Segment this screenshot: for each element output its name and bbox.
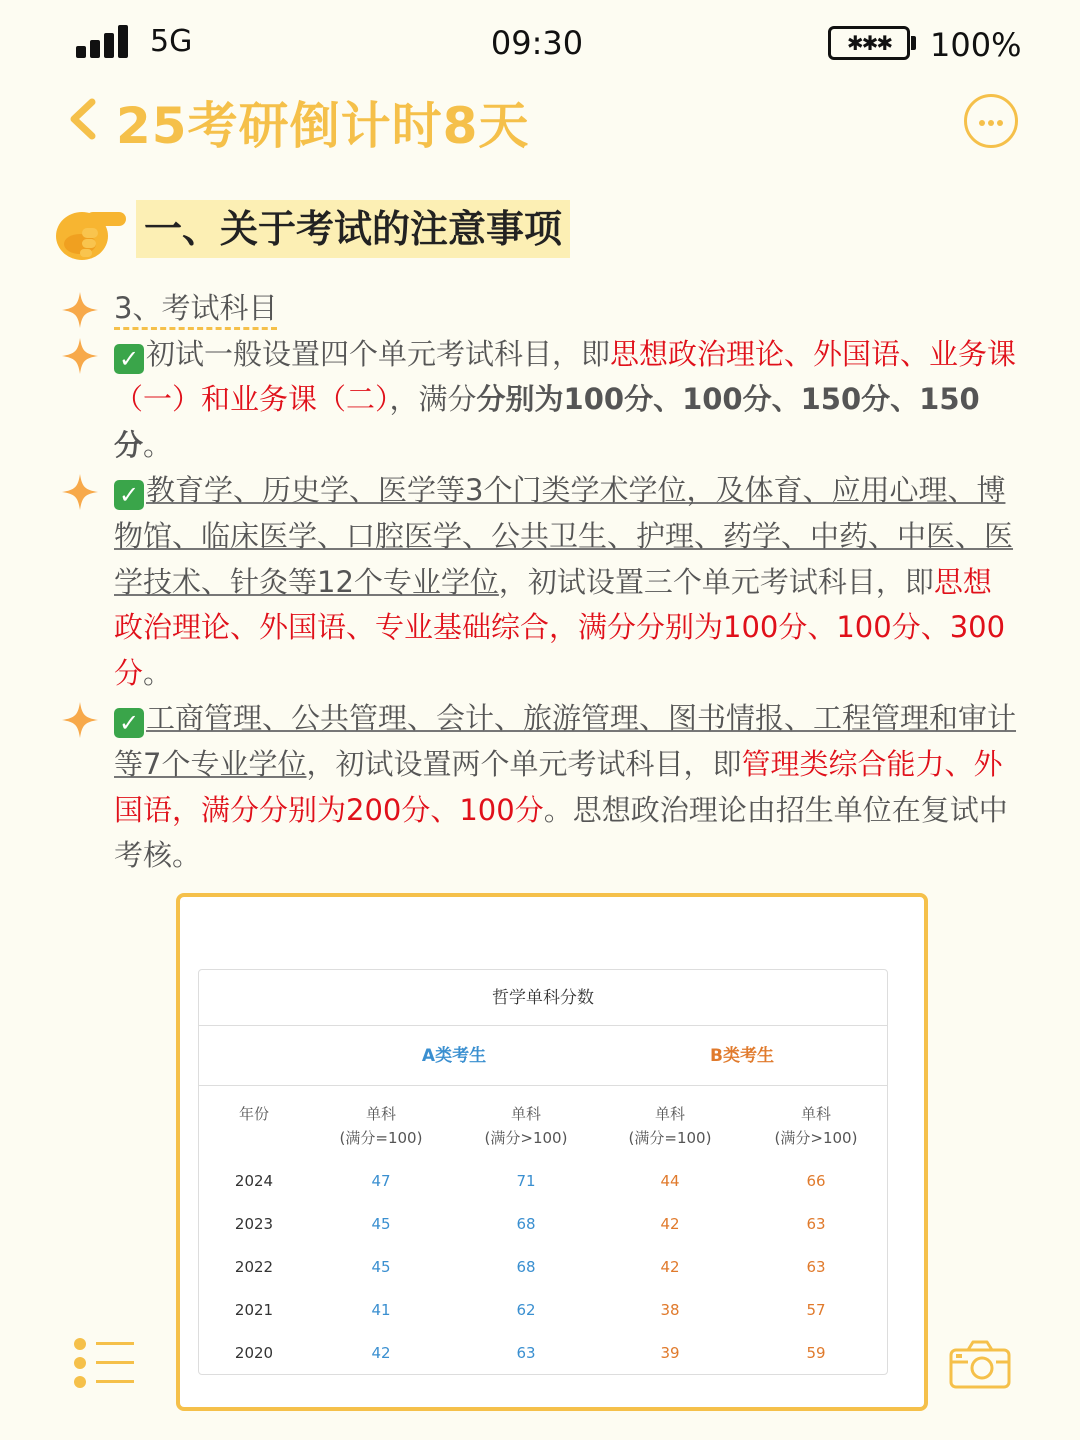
cell-a2: 63: [516, 1344, 536, 1362]
table-row: [199, 1203, 887, 1246]
header-line: 单科: [654, 1105, 685, 1123]
text: ，初试设置三个单元考试科目，即: [498, 564, 934, 599]
cell-a2: 68: [516, 1258, 536, 1276]
text: 初试一般设置四个单元考试科目，即: [146, 336, 611, 371]
cell-a1: 45: [371, 1215, 391, 1233]
header-a-single-over-100: [453, 1102, 599, 1150]
header-b-single-100: [597, 1102, 743, 1150]
cell-year: 2023: [234, 1215, 274, 1233]
list-item: [60, 332, 1020, 469]
cell-a1: 47: [371, 1172, 391, 1190]
cell-a2: 68: [516, 1215, 536, 1233]
header-line: 单科: [510, 1105, 541, 1123]
header-line: (满分=100): [628, 1129, 712, 1147]
sparkle-icon: [62, 292, 98, 328]
check-icon: ✓: [114, 344, 144, 374]
underlined-text: 工商管理、公共管理、会计、旅游管理、图书情报、工程管理和审计等7个专业学位: [114, 701, 1017, 781]
list-icon[interactable]: [74, 1336, 134, 1390]
camera-icon[interactable]: [948, 1338, 1012, 1390]
bold-text: 分别为100分、100分、150分、150分: [114, 382, 980, 462]
header-a-single-100: [309, 1102, 453, 1150]
table-row: [199, 1332, 887, 1375]
section-title: 一、关于考试的注意事项: [136, 200, 570, 258]
nav-bar: [0, 80, 1080, 160]
header-line: (满分>100): [484, 1129, 568, 1147]
cell-a1: 42: [371, 1344, 391, 1362]
text: 。: [143, 655, 173, 690]
table-row: [199, 1246, 887, 1289]
header-line: 单科: [365, 1105, 396, 1123]
underlined-text: 教育学、历史学、医学等3个门类学术学位，及体育、应用心理、博物馆、临床医学、口腔医学、公共卫生、护理、药学、中药、中医、医学技术、针灸等12个专业学位: [114, 473, 1014, 599]
highlight-text: 思想政治理论、外国语、业务课（一）和业务课（二）: [114, 336, 1017, 417]
score-table-card: [176, 893, 928, 1411]
cell-a2: 62: [516, 1301, 536, 1319]
cell-b1: 39: [660, 1344, 680, 1362]
text: ，初试设置两个单元考试科目，即: [306, 746, 742, 781]
cell-b1: 42: [660, 1215, 680, 1233]
cell-b2: 66: [806, 1172, 826, 1190]
subject-heading: 3、考试科目: [114, 291, 277, 330]
cell-b2: 63: [806, 1258, 826, 1276]
sparkle-icon: [62, 338, 98, 374]
network-type: 5G: [150, 24, 193, 59]
content: [60, 286, 1020, 879]
list-item: [60, 468, 1020, 696]
check-icon: ✓: [114, 480, 144, 510]
back-chevron-icon[interactable]: [62, 94, 102, 144]
cell-a1: 41: [371, 1301, 391, 1319]
status-time: 09:30: [490, 24, 584, 62]
battery-cap: [911, 36, 916, 50]
status-bar: [0, 20, 1080, 68]
cell-b2: 63: [806, 1215, 826, 1233]
table-title: 哲学单科分数: [199, 970, 887, 1026]
cell-b1: 38: [660, 1301, 680, 1319]
header-year: 年份: [238, 1105, 269, 1123]
page-title: 25考研倒计时8天: [116, 97, 530, 155]
text: 。思想政治理论由招生单位在复试中考核。: [114, 792, 1008, 873]
cell-year: 2024: [234, 1172, 274, 1190]
highlight-text: 管理类综合能力、外国语，满分分别为200分、100分: [114, 746, 1003, 827]
sparkle-icon: [62, 702, 98, 738]
more-icon[interactable]: [964, 94, 1018, 148]
table-row: [199, 1160, 887, 1203]
cell-a2: 71: [516, 1172, 536, 1190]
cell-b2: 59: [806, 1344, 826, 1362]
list-item: [60, 696, 1020, 878]
score-table: [198, 969, 888, 1375]
text: ，满分: [389, 382, 477, 417]
sparkle-icon: [62, 474, 98, 510]
cell-year: 2022: [234, 1258, 274, 1276]
header-line: (满分>100): [774, 1129, 858, 1147]
cell-a1: 45: [371, 1258, 391, 1276]
cell-b1: 44: [660, 1172, 680, 1190]
list-item-heading: [60, 286, 1020, 332]
cell-year: 2020: [234, 1344, 274, 1362]
battery-icon: ✱✱✱: [828, 26, 910, 60]
check-icon: ✓: [114, 708, 144, 738]
table-group-header: [199, 1026, 887, 1086]
table-row: [199, 1289, 887, 1332]
header-line: 单科: [800, 1105, 831, 1123]
cell-year: 2021: [234, 1301, 274, 1319]
text: 。: [143, 427, 173, 462]
pointing-hand-icon: [52, 198, 130, 264]
group-b-label: B类考生: [710, 1046, 774, 1066]
header-b-single-over-100: [743, 1102, 889, 1150]
table-header-row: [199, 1088, 887, 1150]
battery-percent: 100%: [930, 26, 1022, 64]
header-line: (满分=100): [339, 1129, 423, 1147]
group-a-label: A类考生: [421, 1046, 487, 1066]
cell-b1: 42: [660, 1258, 680, 1276]
cell-b2: 57: [806, 1301, 826, 1319]
highlight-text: 思想政治理论、外国语、专业基础综合，满分分别为100分、100分、300分: [114, 564, 1006, 690]
